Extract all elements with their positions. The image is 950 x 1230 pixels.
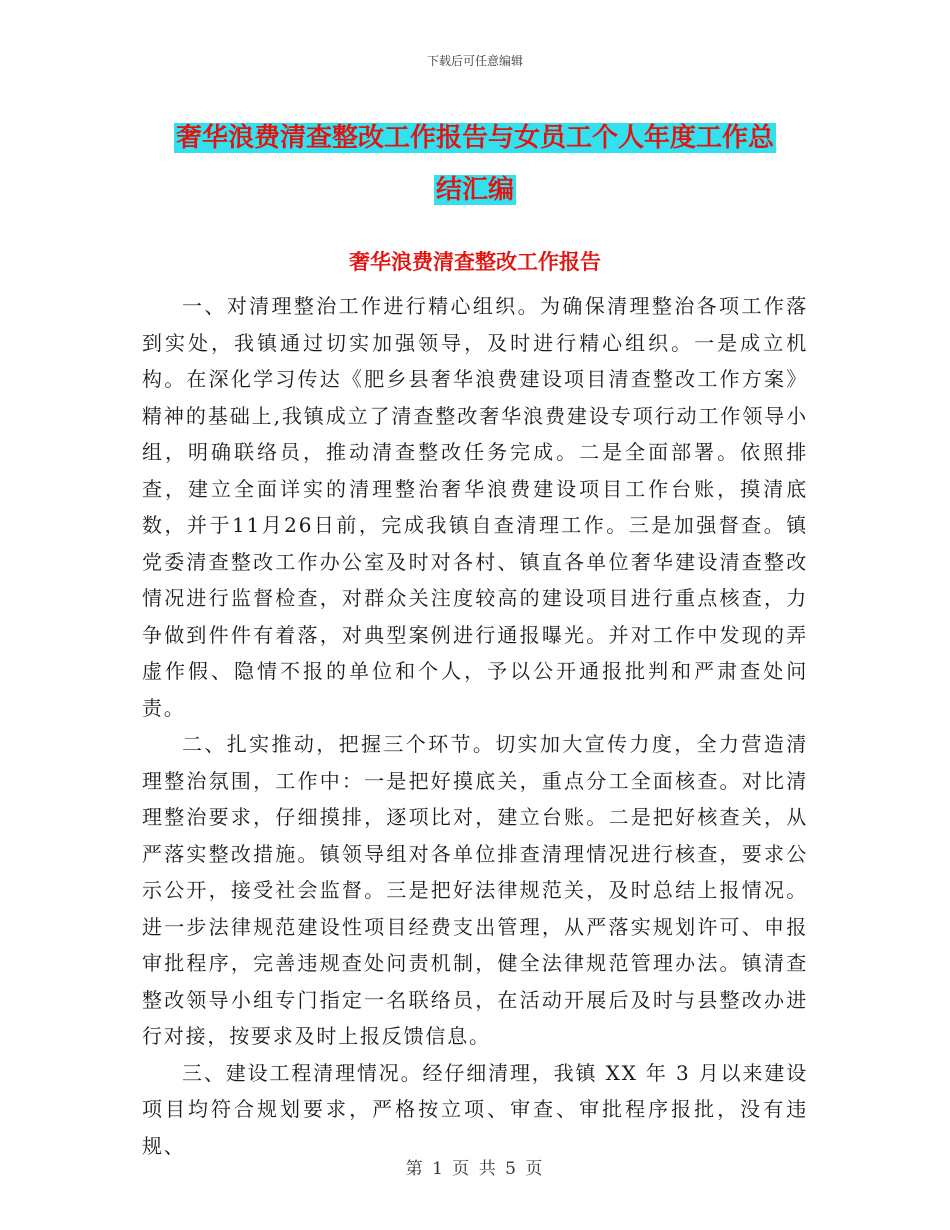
page-header-note: 下载后可任意编辑 (426, 54, 523, 68)
section-heading: 奢华浪费清查整改工作报告 (349, 249, 601, 274)
document-title-line-2: 结汇编 (435, 175, 514, 205)
document-body (142, 288, 808, 1164)
paragraph: 二、扎实推动，把握三个环节。切实加大宣传力度，全力营造清理整治氛围，工作中：一是把好摸底关，重点分工全面核查。对比清理整治要求，仔细摸排，逐项比对，建立台账。二是把好核查关，从严落实整改措施。镇领导组对各单位排查清理情况进行核查，要求公示公开，接受社会监督。三是把好法律规范关，及时总结上报情况。进一步法律规范建设性项目经费支出管理，从严落实规划许可、申报审批程序，完善违规查处问责机制，健全法律规范管理办法。镇清查整改领导小组专门指定一名联络员，在活动开展后及时与县整改办进行对接，按要求及时上报反馈信息。 (142, 732, 808, 1048)
document-title-line-1: 奢华浪费清查整改工作报告与女员工个人年度工作总 (175, 123, 774, 153)
paragraph: 一、对清理整治工作进行精心组织。为确保清理整治各项工作落到实处，我镇通过切实加强领导，及时进行精心组织。一是成立机构。在深化学习传达《肥乡县奢华浪费建设项目清查整改工作方案》精神的基础上,我镇成立了清查整改奢华浪费建设专项行动工作领导小组，明确联络员，推动清查整改任务完成。二是全面部署。依照排查，建立全面详实的清理整治奢华浪费建设项目工作台账，摸清底数，并于11月26日前，完成我镇自查清理工作。三是加强督查。镇党委清查整改工作办公室及时对各村、镇直各单位奢华建设清查整改情况进行监督检查，对群众关注度较高的建设项目进行重点核查，力争做到件件有着落，对典型案例进行通报曝光。并对工作中发现的弄虚作假、隐情不报的单位和个人，予以公开通报批判和严肃查处问责。 (142, 294, 808, 720)
document-title (0, 112, 950, 216)
page-number-footer: 第 1 页 共 5 页 (405, 1159, 545, 1179)
paragraph: 三、建设工程清理情况。经仔细清理，我镇 XX 年 3 月以来建设项目均符合规划要求，严格按立项、审查、审批程序报批，没有违规、 (142, 1060, 808, 1158)
